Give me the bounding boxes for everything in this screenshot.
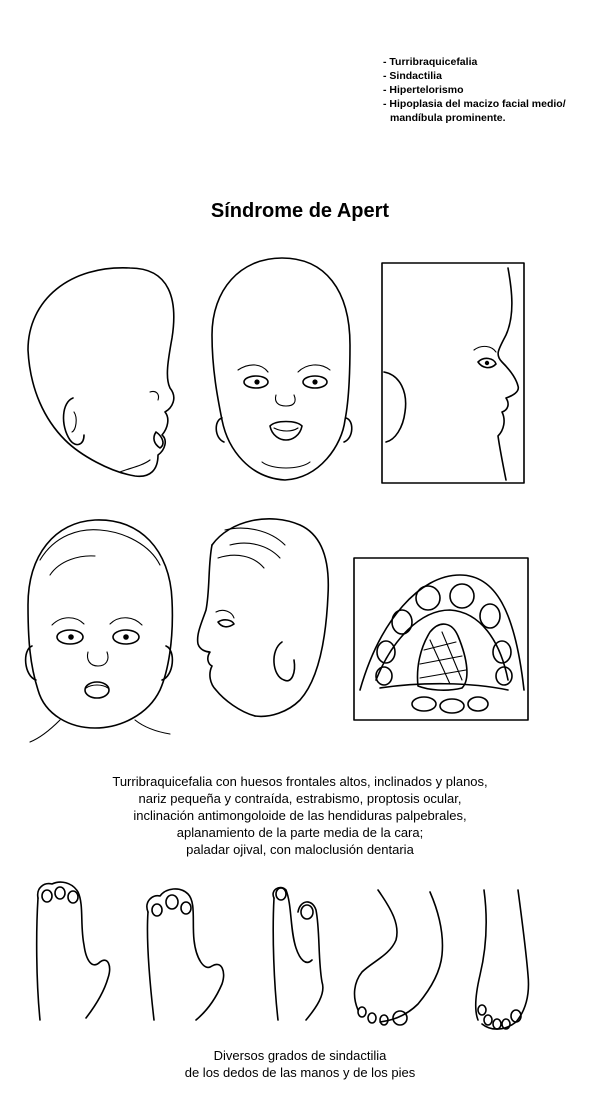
hand-syndactyly-illustration [273, 888, 323, 1020]
caption-line: Diversos grados de sindactilia [213, 1048, 387, 1063]
description-line: Turribraquicefalia con huesos frontales altos, inclinados y planos, [112, 774, 488, 789]
feature-item: - Turribraquicefalia [383, 56, 478, 68]
description-text [0, 773, 600, 858]
caption-text [0, 1047, 600, 1081]
caption-line: de los dedos de las manos y de los pies [184, 1065, 416, 1080]
head-profile-illustration [28, 268, 174, 476]
head-front-illustration [212, 258, 352, 480]
foot-syndactyly-illustration [355, 890, 443, 1025]
hand-syndactyly-illustration [37, 882, 110, 1020]
description-line: nariz pequeña y contraída, estrabismo, proptosis ocular, [138, 791, 462, 806]
description-line: aplanamiento de la parte media de la cara; [176, 825, 424, 840]
description-line: inclinación antimongoloide de las hendiduras palpebrales, [133, 808, 467, 823]
page-title: Síndrome de Apert [210, 200, 390, 222]
palate-closeup-illustration [354, 558, 528, 720]
description-line: paladar ojival, con maloclusión dentaria [186, 842, 414, 857]
feature-item: - Hipoplasia del macizo facial medio/ [383, 98, 566, 110]
foot-syndactyly-illustration [476, 890, 529, 1029]
face-profile-closeup-illustration [382, 263, 524, 483]
feature-item: mandíbula prominente. [390, 112, 506, 124]
feature-item: - Sindactilia [383, 70, 442, 82]
head-profile-illustration [198, 519, 329, 717]
hand-syndactyly-illustration [147, 889, 224, 1020]
head-front-illustration [26, 520, 173, 742]
feature-item: - Hipertelorismo [383, 84, 464, 96]
